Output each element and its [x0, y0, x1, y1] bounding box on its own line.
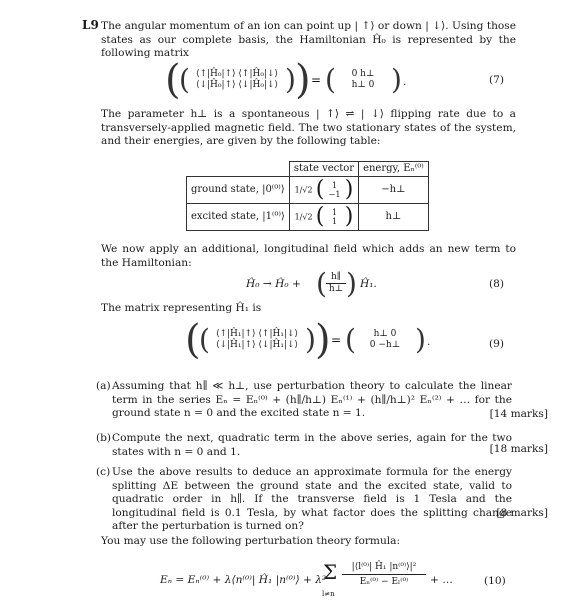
equation-10-number: (10): [484, 575, 506, 587]
column-vector: [328, 181, 342, 199]
vec-bottom: −1: [328, 190, 341, 199]
state-vector-cell: [289, 204, 358, 231]
item-a-marks: [14 marks]: [489, 408, 548, 420]
equation-9: [185, 317, 445, 364]
period: .: [403, 76, 407, 88]
table-row: [187, 177, 429, 204]
item-a-text: Assuming that h∥ ≪ h⊥, use perturbation theory to calculate the linear term in the series Eₙ = Eₙ⁽⁰⁾ + (h∥/h⊥) Eₙ⁽¹⁾ + (h∥/h⊥)² Eₙ⁽²⁾ + … for the ground state n = 0 and the excited state n = 1.: [112, 380, 512, 419]
row-label: ground state, |0⁽⁰⁾⟩: [187, 177, 290, 204]
eq7-lhs-row1: ⟨↑|Ĥ₀|↑⟩ ⟨↑|Ĥ₀|↓⟩: [195, 69, 279, 79]
equation-9-number: (9): [488, 338, 504, 350]
eq7-rhs-matrix: [335, 69, 391, 91]
item-c-label: (c): [96, 466, 111, 478]
column-vector: [328, 208, 342, 226]
eq10-sum-subscript: l≠n: [322, 590, 335, 598]
eq9-lhs-row1: ⟨↑|Ĥ₁|↑⟩ ⟨↑|Ĥ₁|↓⟩: [215, 329, 299, 339]
eq8-denominator: h⊥: [328, 284, 344, 294]
item-b-label: (b): [96, 432, 112, 444]
item-b-text: Compute the next, quadratic term in the above series, again for the two states with n = 0 and 1.: [112, 432, 512, 458]
bracket-right: ): [285, 63, 296, 96]
item-c-text: Use the above results to deduce an approximate formula for the energy splitting ΔE between the ground state and the excited state, valid to quadratic order in h∥. If the transverse field is 1 Tesla and the longitudinal field is 0.1 Tesla, by what factor does the splitting change after the perturbation is turned on?: [112, 466, 512, 532]
vec-top: 1: [331, 181, 338, 190]
states-table: [186, 161, 429, 231]
eq10-tail: + …: [430, 574, 453, 586]
table-header-row: [187, 162, 429, 177]
eq7-lhs-row2: ⟨↓|Ĥ₀|↑⟩ ⟨↓|Ĥ₀|↓⟩: [195, 80, 279, 90]
vec-paren-right: ): [344, 177, 354, 203]
eq10-sum-symbol: Σ: [323, 560, 338, 584]
rhs-bracket-right: ): [391, 63, 402, 96]
equation-8-number: (8): [488, 278, 504, 290]
energy-cell: h⊥: [359, 204, 429, 231]
rhs-bracket-left: (: [325, 63, 336, 96]
eq10-denominator: Eₙ⁽⁰⁾ − Eₗ⁽⁰⁾: [359, 577, 409, 587]
table-row: [187, 204, 429, 231]
equals-sign: =: [331, 333, 342, 347]
item-c-marks: [8 marks]: [496, 507, 548, 519]
eq10-fraction: [342, 560, 426, 589]
eq8-numerator: h∥: [326, 272, 346, 284]
row-label: excited state, |1⁽⁰⁾⟩: [187, 204, 290, 231]
prefactor: 1/√2: [294, 185, 313, 195]
eq8-lhs: Ĥ₀ → Ĥ₀ +: [246, 278, 301, 290]
h1-paragraph: The matrix representing Ĥ₁ is: [101, 302, 262, 314]
eq8-tail: Ĥ₁.: [360, 278, 377, 290]
vec-paren-left: (: [315, 204, 325, 230]
eq8-paren-left: (: [316, 267, 327, 300]
period: .: [427, 336, 431, 348]
eq9-rhs-row1: h⊥ 0: [373, 329, 397, 339]
paren-right: ): [315, 317, 331, 363]
table-header-state-vector: state vector: [289, 162, 358, 177]
intro-paragraph: The angular momentum of an ion can point up | ↑⟩ or down | ↓⟩. Using those states as our complete basis, the Hamiltonian Ĥ₀ is represented by the following matrix: [101, 20, 516, 59]
equals-sign: =: [311, 73, 322, 87]
vec-paren-left: (: [315, 177, 325, 203]
eq7-rhs-row2: h⊥ 0: [351, 80, 375, 90]
energy-cell: −h⊥: [359, 177, 429, 204]
state-vector-cell: [289, 177, 358, 204]
equation-8: [246, 268, 416, 302]
bracket-left: (: [179, 63, 190, 96]
bracket-left: (: [199, 323, 210, 356]
bracket-right: ): [305, 323, 316, 356]
table-header-empty: [187, 162, 290, 177]
eq8-fraction: [326, 272, 346, 295]
equation-7-number: (7): [488, 74, 504, 86]
item-b-marks: [18 marks]: [489, 443, 548, 455]
eq7-lhs-matrix: [189, 69, 285, 91]
table-header-energy: energy, Eₙ⁽⁰⁾: [359, 162, 429, 177]
item-a-label: (a): [96, 380, 111, 392]
paren-left: (: [185, 317, 201, 363]
paren-right: ): [295, 57, 311, 103]
longitudinal-paragraph: We now apply an additional, longitudinal field which adds an new term to the Hamiltonian:: [101, 243, 516, 269]
equation-10: [160, 554, 460, 598]
eq9-rhs-row2: 0 −h⊥: [369, 340, 401, 350]
paren-left: (: [165, 57, 181, 103]
formula-intro: You may use the following perturbation theory formula:: [101, 535, 401, 547]
eq9-lhs-matrix: [209, 329, 305, 351]
eq8-paren-right: ): [346, 267, 357, 300]
vec-bottom: 1: [331, 217, 338, 226]
problem-label: L9: [82, 18, 99, 32]
eq9-lhs-row2: ⟨↓|Ĥ₁|↑⟩ ⟨↓|Ĥ₁|↓⟩: [215, 340, 299, 350]
vec-paren-right: ): [344, 204, 354, 230]
prefactor: 1/√2: [294, 212, 313, 222]
eq10-numerator: |⟨l⁽⁰⁾| Ĥ₁ |n⁽⁰⁾⟩|²: [342, 560, 426, 575]
vec-top: 1: [331, 208, 338, 217]
eq9-rhs-matrix: [355, 329, 415, 351]
rhs-bracket-left: (: [345, 323, 356, 356]
rhs-bracket-right: ): [415, 323, 426, 356]
equation-7: [165, 57, 425, 104]
eq10-lhs: Eₙ = Eₙ⁽⁰⁾ + λ⟨n⁽⁰⁾| Ĥ₁ |n⁽⁰⁾⟩ + λ²: [160, 574, 327, 586]
parameter-paragraph: The parameter h⊥ is a spontaneous | ↑⟩ ⇌ | ↓⟩ flipping rate due to a transversely-applied magnetic field. The two stationary states of the system, and their energies, are given by the following table:: [101, 108, 516, 147]
eq7-rhs-row1: 0 h⊥: [351, 69, 375, 79]
